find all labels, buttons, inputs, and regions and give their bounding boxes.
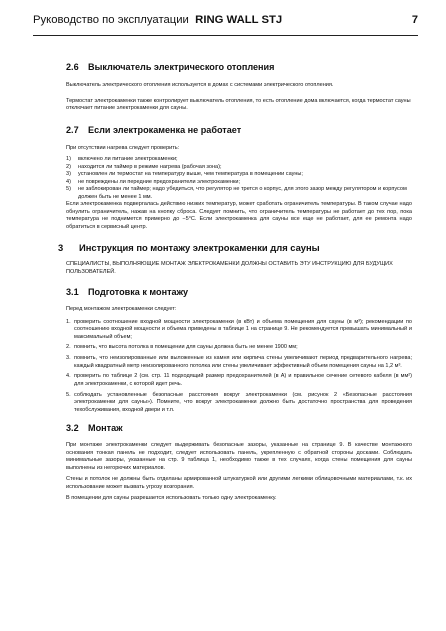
paragraph: При отсутствии нагрева следует проверить: — [66, 144, 180, 151]
product-name: RING WALL STJ — [195, 14, 283, 26]
list-item: 2) находится ли таймер в режиме нагрева (рабочая зона); — [66, 163, 222, 170]
page-number: 7 — [411, 14, 418, 26]
list-item: 4) не повреждены ли передние предохранители электрокаменки; — [66, 178, 241, 185]
title-prefix: Руководство по эксплуатации — [33, 14, 189, 26]
section-title: Подготовка к монтажу — [88, 287, 189, 297]
list-item: 5) не заблокирован ли таймер; надо убедиться, что регулятор не трется о корпус, для этого зазор между регулятором и корпусом должен быть не менее 1 мм. — [66, 186, 407, 200]
paragraph: При монтаже электрокаменки следует выдерживать безопасные зазоры, указанные на странице 9. В качестве монтажного основания тонкая панель не подходит, следует использовать панель, укрепленную с обратной стороны досками. Соблюдать минимальные зазоры, указанные на стр. 9 таблица 1, необходимо также в тех случаях, когда стены помещения для сауны выполнены из негорючих материалов. — [66, 442, 412, 471]
paragraph: Если электрокаменка подвергалась действию низких температур, может сработать ограничитель температуры. В таком случае надо обнулить ограничитель, нажав на кнопку сброса. Следует помнить, что ограничитель температуры не работает до тех пор, пока температура не поднимется примерно до −5°С. Если электрокаменка для сауны все еще не работает, для ее ремонта надо обратиться в сервисный центр. — [66, 201, 412, 230]
section-number: 2.6 — [66, 62, 79, 72]
section-title: Выключатель электрического отопления — [88, 62, 275, 72]
document-title — [33, 14, 282, 26]
page-header — [33, 14, 418, 32]
list-item: 1) включено ли питание электрокаменки; — [66, 156, 178, 162]
paragraph: Стены и потолок не должны быть отделаны армированной штукатуркой или другими легкими облицовочными материалами, т.к. их использование может вызвать угрозу возгорания. — [66, 476, 412, 490]
checklist — [66, 156, 412, 201]
section-title: Инструкция по монтажу электрокаменки для сауны — [79, 242, 320, 253]
notice-paragraph: СПЕЦИАЛИСТЫ, ВЫПОЛНЯЮЩИЕ МОНТАЖ ЭЛЕКТРОКАМЕНКИ ДОЛЖНЫ ОСТАВИТЬ ЭТУ ИНСТРУКЦИЮ ДЛЯ БУДУЩИХ ПОЛЬЗОВАТЕЛЕЙ. — [66, 261, 393, 275]
section-heading-3-1 — [66, 287, 412, 298]
list-item: 1. проверить соотношение входной мощности электрокаменки (в кВт) и объема помещения для сауны (в м³); рекомендации по соотношению входной мощности и объема приведены в таблице 1 на странице 9. Не рекомендуется превышать минимальный и максимальный объем; — [66, 318, 412, 340]
list-item: 3) установлен ли термостат на температуру выше, чем температура в помещении сауны; — [66, 171, 303, 177]
list-item: 4. проверить по таблице 2 (см. стр. 11 подходящий размер предохранителей (в А) и правильное сечение сетевого кабеля (в мм²) для электрокаменки, с которой идет речь. — [66, 373, 412, 387]
paragraph: Термостат электрокаменки также контролирует выключатель отопления, то есть отопление дома включается, когда термостат сауны отключает питание электрокаменки для сауны. — [66, 97, 411, 111]
steps-list — [66, 319, 412, 415]
section-number: 3 — [58, 242, 64, 253]
section-number: 3.2 — [66, 423, 79, 434]
section-number: 3.1 — [66, 287, 79, 297]
list-item: 2. помнить, что высота потолка в помещении для сауны должна быть не менее 1900 мм; — [66, 344, 298, 351]
section-title: Если электрокаменка не работает — [88, 124, 242, 135]
list-item: 3. помнить, что неизолированные или выложенные из камня или кирпича стены увеличивают период предварительного нагрева; каждый квадратный метр неизолированного потолка или стены увеличивает эффективный объем помещения сауны на 1,2 м³. — [66, 355, 412, 369]
header-divider — [33, 35, 418, 36]
section-heading-3 — [58, 242, 412, 253]
list-item: 5. соблюдать установленные безопасные расстояния вокруг электрокаменки (см. рисунок 2 «Безопасные расстояния электрокаменки для сауны»). Помните, что вокруг электрокаменки должно быть достаточно пространства для проведения техобслуживания, входной двери и т.п. — [66, 391, 412, 413]
section-heading-2-7 — [66, 125, 412, 136]
page-content — [58, 62, 412, 503]
section-heading-3-2 — [66, 423, 412, 434]
section-heading-2-6 — [66, 62, 412, 73]
paragraph: Выключатель электрического отопления используется в домах с системами электрического отопления. — [66, 82, 334, 88]
section-number: 2.7 — [66, 124, 79, 135]
section-title: Монтаж — [88, 423, 123, 434]
paragraph: В помещении для сауны разрешается использовать только одну электрокаменку. — [66, 495, 277, 502]
paragraph: Перед монтажом электрокаменки следует: — [66, 306, 177, 312]
